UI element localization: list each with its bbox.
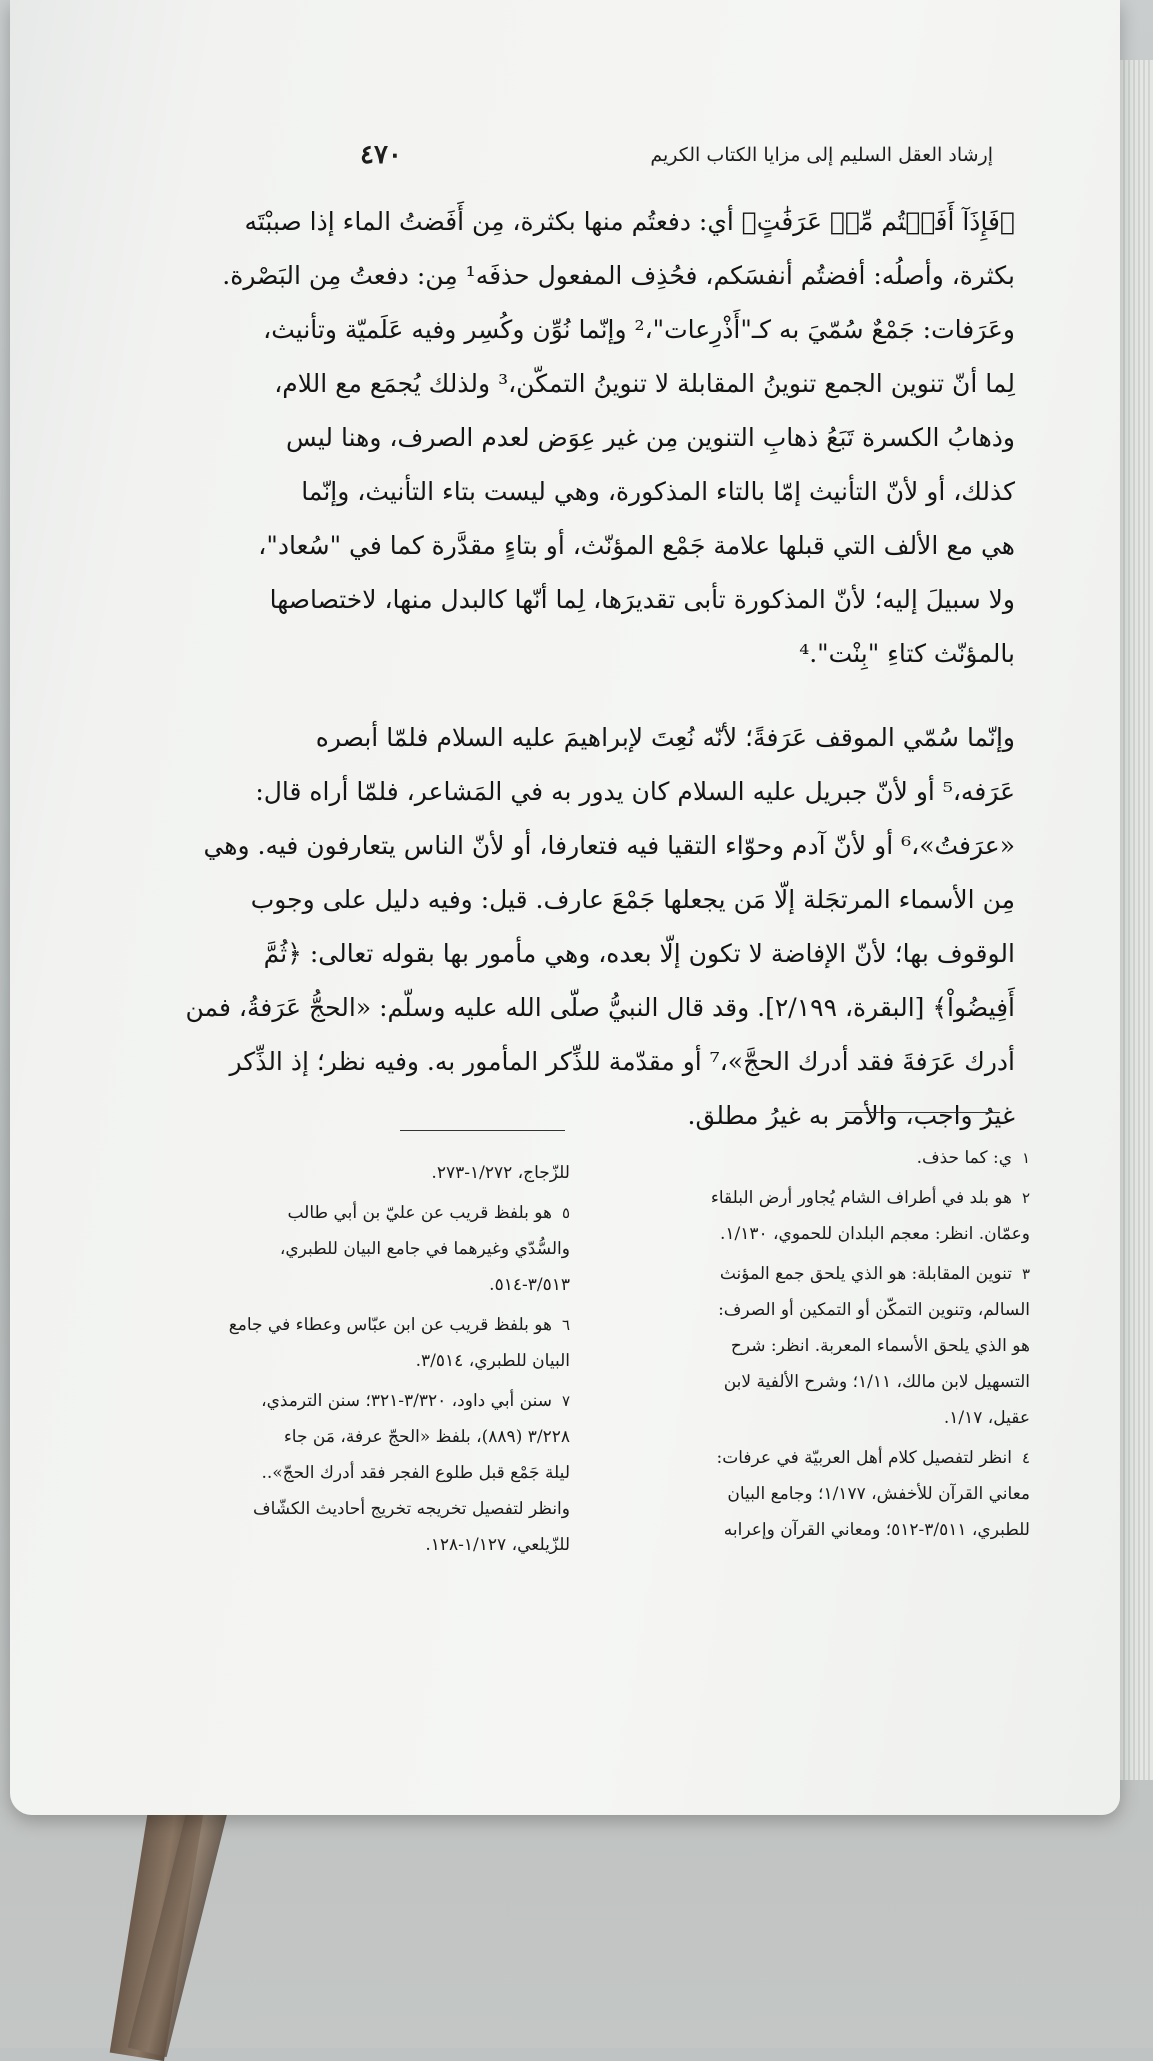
footnote-line: التسهيل لابن مالك، ١/١١؛ وشرح الألفية لابن [723,1372,1030,1392]
footnote-line: وانظر لتفصيل تخريجه تخريج أحاديث الكشّاف [252,1499,570,1519]
page-number: ٤٧٠ [360,140,402,170]
text-line: «عرَفتُ»،⁶ أو لأنّ آدم وحوّاء التقيا فيه فتعارفا، أو لأنّ الناس يتعارفون فيه. وهي [203,831,1015,860]
text-line: بالمؤنّث كتاءِ "بِنْت".⁴ [799,639,1015,668]
footnote-line: وعمّان. انظر: معجم البلدان للحموي، ١/١٣٠. [719,1224,1030,1244]
footnote-line: انظر لتفصيل كلام أهل العربيّة في عرفات: [716,1448,1012,1468]
footnote-line: السالم، وتنوين التمكّن أو التمكين أو الصرف: [718,1300,1030,1320]
footnote-line: للطبري، ٣/٥١١-٥١٢؛ ومعاني القرآن وإعرابه [723,1520,1030,1540]
footnote-line: ليلة جَمْع قبل طلوع الفجر فقد أدرك الحجّ».. [261,1463,570,1483]
text-line: وذهابُ الكسرة تَبَعُ ذهابِ التنوين مِن غير عِوَض لعدم الصرف، وهنا ليس [286,423,1015,452]
text-line: بكثرة، وأصلُه: أفضتُم أنفسَكم، فحُذِف المفعول حذفَه¹ مِن: دفعتُ مِن البَصْرة. [222,261,1015,290]
text-line: وعَرَفات: جَمْعٌ سُمّيَ به كـ"أَذْرِعات"،² وإنّما نُوِّن وكُسِر وفيه عَلَميّة وتأنيث، [263,315,1015,344]
footnote [150,1307,570,1379]
text-line: هي مع الألف التي قبلها علامة جَمْع المؤنّث، أو بتاءٍ مقدَّرة كما في "سُعاد"، [258,531,1015,560]
book-title: إرشاد العقل السليم إلى مزايا الكتاب الكريم [650,144,993,166]
footnote-number: ٧ [561,1392,570,1410]
footnote-line: ي: كما حذف. [916,1148,1012,1168]
footnote-line: هو بلفظ قريب عن ابن عبّاس وعطاء في جامع [228,1315,552,1335]
footnote-line: معاني القرآن للأخفش، ١/١٧٧؛ وجامع البيان [727,1484,1030,1504]
footnote-number: ١ [1021,1149,1030,1167]
footnote-number: ٣ [1021,1265,1030,1283]
footnote-number: ٥ [561,1204,570,1222]
footnote-line: عقيل، ١/١٧. [943,1408,1030,1428]
footnote-line: هو بلد في أطراف الشام يُجاور أرض البلقاء [710,1188,1012,1208]
footnote-divider-right [845,1112,1000,1113]
footnote [610,1180,1030,1252]
text-line: ولا سبيلَ إليه؛ لأنّ المذكورة تأبى تقديرَها، لِما أنّها كالبدل منها، لاختصاصها [269,585,1015,614]
text-line: أدرك عَرَفةَ فقد أدرك الحجَّ»،⁷ أو مقدّمة للذِّكر المأمور به. وفيه نظر؛ إذ الذِّكر [229,1047,1015,1076]
paragraph-1 [115,195,1015,681]
footnote [150,1155,570,1191]
footnote-line: تنوين المقابلة: هو الذي يلحق جمع المؤنث [719,1264,1012,1284]
text-line: ﴿فَإِذَآ أَفَضۡتُم مِّنۡ عَرَفَٰتٍ﴾ أي: دفعتُم منها بكثرة، مِن أَفَضتُ الماء إذا صببْتَه [244,207,1015,236]
footnote-number: ٤ [1021,1449,1030,1467]
footnote-line: ٣/٥١٣-٥١٤. [489,1275,570,1295]
text-line: مِن الأسماء المرتجَلة إلّا مَن يجعلها جَمْعَ عارف. قيل: وفيه دليل على وجوب [250,885,1015,914]
text-line: أَفِيضُواْ﴾ [البقرة، ٢/١٩٩]. وقد قال النبيُّ صلّى الله عليه وسلّم: «الحجُّ عَرَفةُ، فمن [185,993,1015,1022]
footnote-line: هو بلفظ قريب عن عليّ بن أبي طالب [287,1203,552,1223]
footnote [610,1140,1030,1176]
footnote-line: هو الذي يلحق الأسماء المعربة. انظر: شرح [730,1336,1030,1356]
text-line: عَرَفه،⁵ أو لأنّ جبريل عليه السلام كان يدور به في المَشاعر، فلمّا أراه قال: [255,777,1015,806]
main-text [115,195,1015,1143]
footnotes-right-column [610,1140,1030,1552]
footnote-line: البيان للطبري، ٣/٥١٤. [415,1351,570,1371]
footnote [610,1440,1030,1548]
footnote [610,1256,1030,1436]
text-line: لِما أنّ تنوين الجمع تنوينُ المقابلة لا تنوينُ التمكّن،³ ولذلك يُجمَع مع اللام، [274,369,1015,398]
text-line: الوقوف بها؛ لأنّ الإفاضة لا تكون إلّا بعده، وهي مأمور بها بقوله تعالى: ﴿ثُمَّ [263,939,1015,968]
footnote-number: ٦ [561,1316,570,1334]
text-line: كذلك، أو لأنّ التأنيث إمّا بالتاء المذكورة، وهي ليست بتاء التأنيث، وإنّما [301,477,1015,506]
paragraph-2 [115,711,1015,1143]
text-line: وإنّما سُمّي الموقف عَرَفةً؛ لأنّه نُعِتَ لإبراهيمَ عليه السلام فلمّا أبصره [315,723,1015,752]
footnote-line: سنن أبي داود، ٣/٣٢٠-٣٢١؛ سنن الترمذي، [261,1391,552,1411]
footnote-line: والسُّدّي وغيرهما في جامع البيان للطبري، [279,1239,570,1259]
footnote [150,1195,570,1303]
footnotes-left-column [150,1155,570,1567]
footnote-number: ٢ [1021,1189,1030,1207]
footnote-line: للزّجاج، ١/٢٧٢-٢٧٣. [431,1163,570,1183]
footnote-line: للزّيلعي، ١/١٢٧-١٢٨. [425,1535,570,1555]
footnote-divider-left [400,1130,565,1131]
footnote [150,1383,570,1563]
running-header [360,135,993,175]
text-line: غيرُ واجب، والأمر به غيرُ مطلق. [687,1101,1015,1130]
footnote-line: ٣/٢٢٨ (٨٨٩)، بلفظ «الحجّ عرفة، مَن جاء [283,1427,570,1447]
